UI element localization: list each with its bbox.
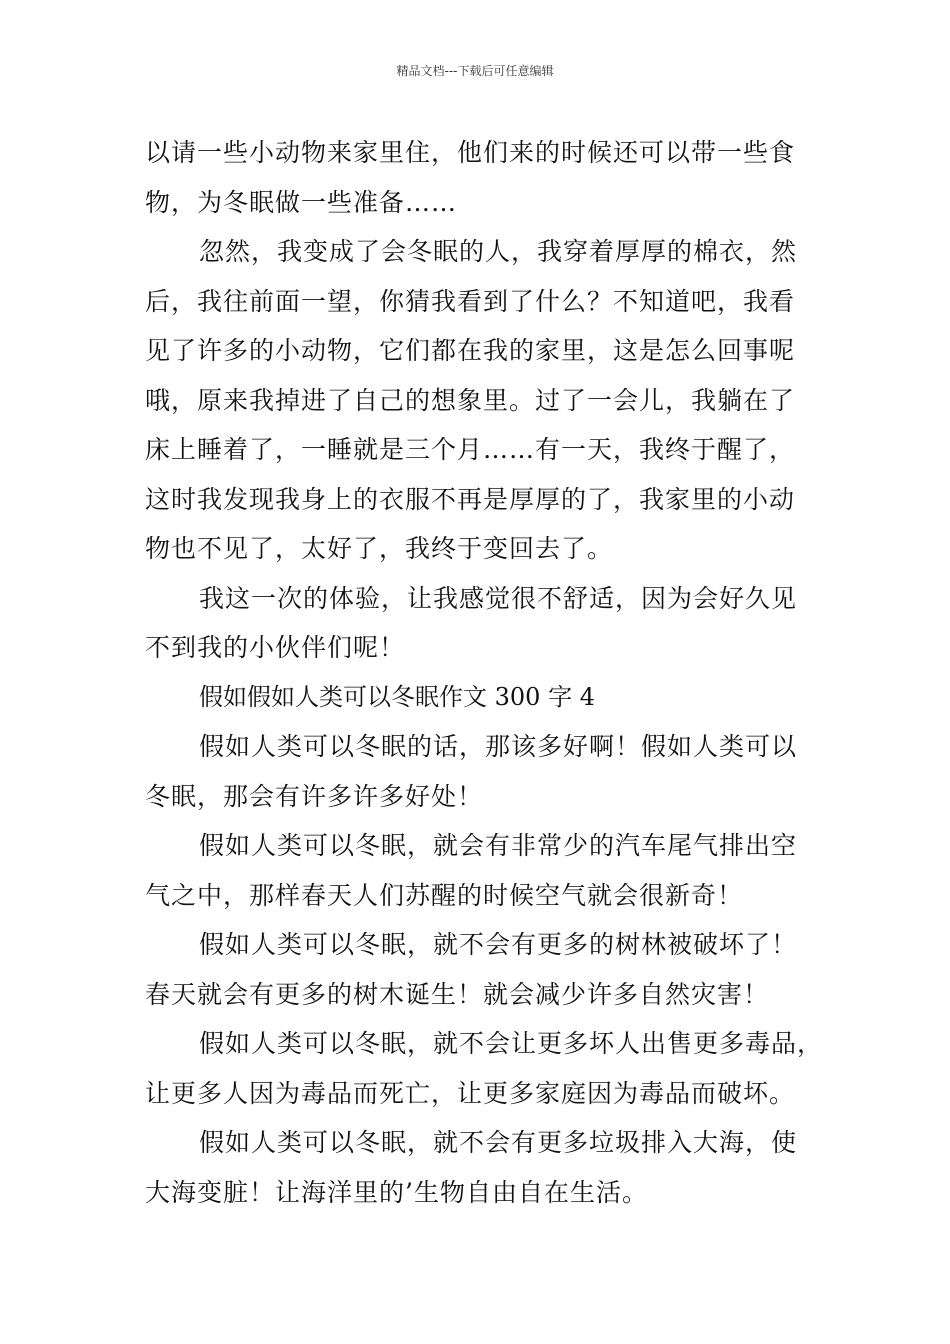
text-line: 后，我往前面一望，你猜我看到了什么？不知道吧，我看 [145, 286, 796, 316]
section-title: 假如假如人类可以冬眠作文 300 字 4 [199, 682, 595, 711]
text-line: 哦，原来我掉进了自己的想象里。过了一会儿，我躺在了 [145, 385, 796, 415]
paragraph-start: 假如人类可以冬眠的话，那该多好啊！假如人类可以 [199, 732, 798, 761]
text-line: 以请一些小动物来家里住，他们来的时候还可以带一些食 [145, 138, 796, 167]
paragraph-start: 我这一次的体验，让我感觉很不舒适，因为会好久见 [199, 583, 798, 613]
paragraph-start: 假如人类可以冬眠，就不会有更多的树林被破坏了！ [199, 930, 798, 959]
text-line: 气之中，那样春天人们苏醒的时候空气就会很新奇！ [145, 880, 744, 910]
paragraph-start: 假如人类可以冬眠，就会有非常少的汽车尾气排出空 [199, 831, 798, 860]
text-line: 这时我发现我身上的衣服不再是厚厚的了，我家里的小动 [145, 484, 796, 514]
text-line: 不到我的小伙伴们呢！ [145, 633, 406, 662]
text-line: 大海变脏！让海洋里的’生物自由自在生活。 [145, 1177, 648, 1207]
text-line: 冬眠，那会有许多许多好处！ [145, 781, 484, 811]
paragraph-start: 假如人类可以冬眠，就不会有更多垃圾排入大海，使 [199, 1128, 798, 1157]
text-line: 物也不见了，太好了，我终于变回去了。 [145, 534, 614, 563]
text-line: 物，为冬眠做一些准备…… [145, 187, 458, 217]
text-line: 春天就会有更多的树木诞生！就会减少许多自然灾害！ [145, 979, 770, 1009]
paragraph-start: 假如人类可以冬眠，就不会让更多坏人出售更多毒品， [199, 1029, 824, 1058]
page-header: 精品文档---下载后可任意编辑 [396, 64, 554, 78]
text-line: 让更多人因为毒品而死亡，让更多家庭因为毒品而破坏。 [145, 1078, 796, 1108]
paragraph-start: 忽然，我变成了会冬眠的人，我穿着厚厚的棉衣，然 [199, 237, 798, 266]
text-line: 床上睡着了，一睡就是三个月……有一天，我终于醒了， [145, 435, 796, 464]
document-body [145, 128, 825, 1217]
text-line: 见了许多的小动物，它们都在我的家里，这是怎么回事呢 [145, 336, 796, 365]
